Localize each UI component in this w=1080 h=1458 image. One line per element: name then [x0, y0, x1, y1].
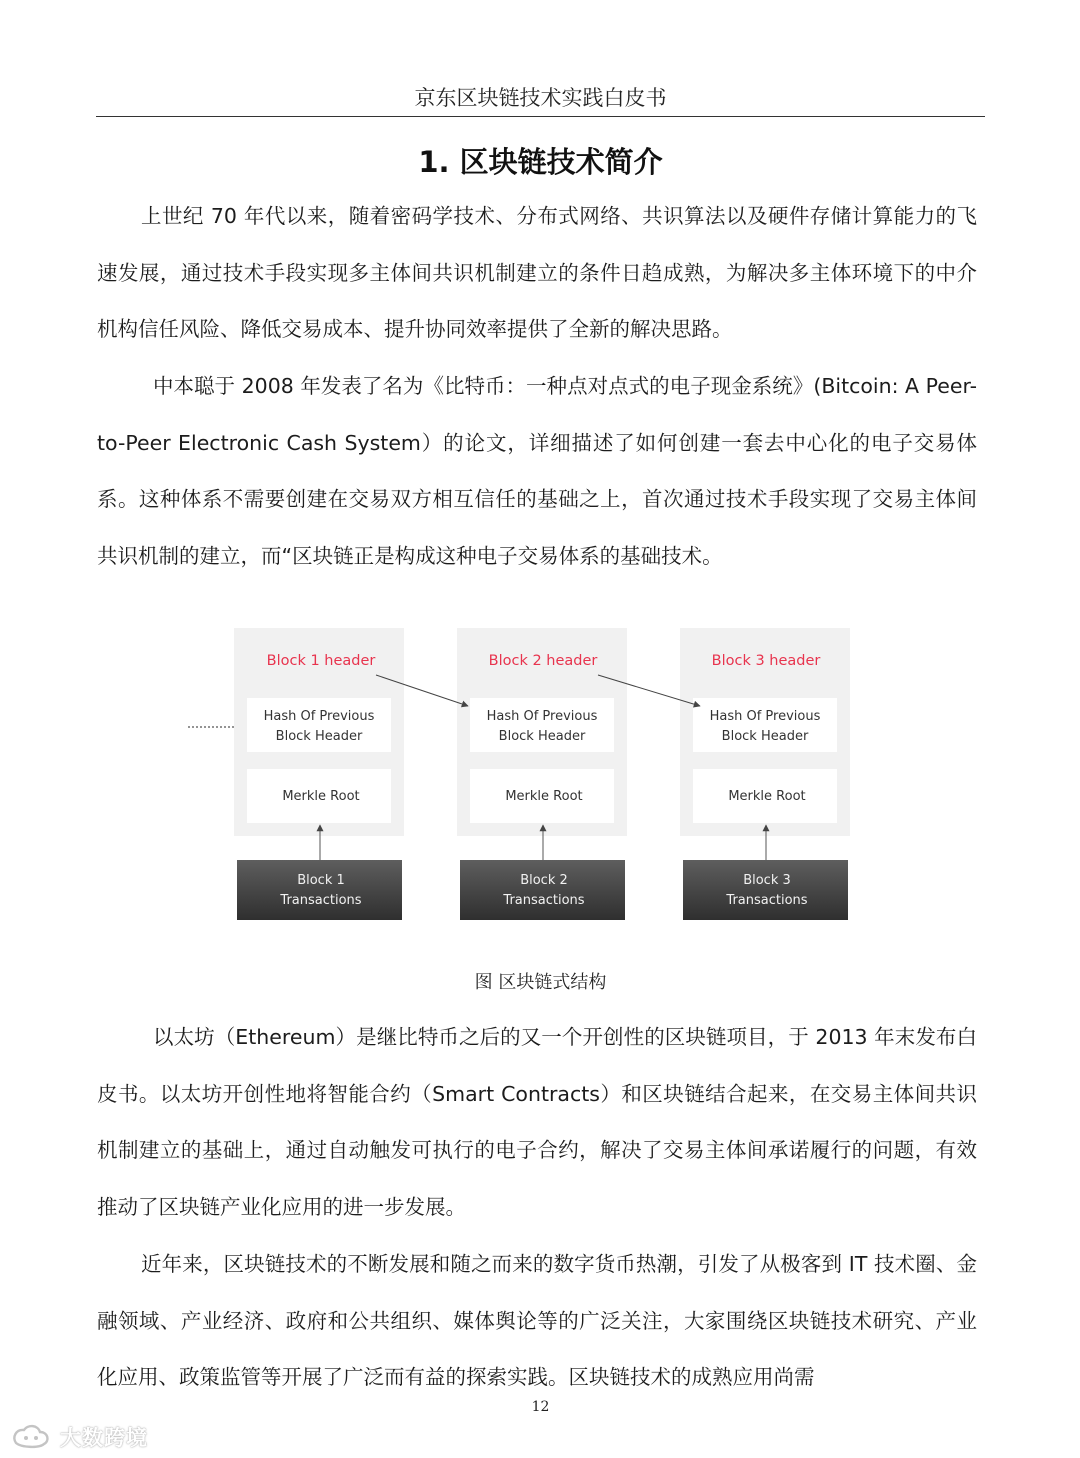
block-1-tx-line-2: Transactions: [280, 893, 362, 908]
page-number: 12: [531, 1399, 550, 1415]
header-divider: [96, 116, 985, 117]
block-3-header-label: Block 3 header: [711, 653, 821, 669]
block-1-hash-line-2: Block Header: [275, 729, 363, 744]
block-2-hash-line-1: Hash Of Previous: [486, 709, 598, 724]
block-3-transactions-box: [683, 860, 848, 920]
block-3-tx-line-2: Transactions: [726, 893, 808, 908]
block-2-tx-line-2: Transactions: [503, 893, 585, 908]
block-1-hash-line-1: Hash Of Previous: [263, 709, 375, 724]
section-title: 1. 区块链技术简介: [418, 145, 663, 179]
block-2-merkle-label: Merkle Root: [505, 789, 583, 804]
block-1-transactions-box: [237, 860, 402, 920]
paragraph-ethereum: 以太坊（Ethereum）是继比特币之后的又一个开创性的区块链项目，于 2013 年末发布白皮书。以太坊开创性地将智能合约（Smart Contracts）和区块链结合起来，在交易主体间共识机制建立的基础上，通过自动触发可执行的电子合约，解决了交易主体间承诺履行的问题，有效推动了区块链产业化应用的进一步发展。: [97, 1025, 977, 1219]
block-3-tx-line-1: Block 3: [743, 873, 791, 888]
block-3-hash-line-1: Hash Of Previous: [709, 709, 821, 724]
block-3-merkle-label: Merkle Root: [728, 789, 806, 804]
watermark-logo-icon: [10, 1423, 52, 1451]
figure-caption: 图 区块链式结构: [474, 972, 607, 993]
block-3: [680, 628, 850, 920]
block-2-hash-line-2: Block Header: [498, 729, 586, 744]
block-2: [457, 628, 627, 920]
running-header: 京东区块链技术实践白皮书: [414, 86, 667, 110]
block-3-hash-line-2: Block Header: [721, 729, 809, 744]
block-2-tx-line-1: Block 2: [520, 873, 568, 888]
block-1-tx-line-1: Block 1: [297, 873, 345, 888]
block-1-merkle-label: Merkle Root: [282, 789, 360, 804]
paragraph-recent-years: 近年来，区块链技术的不断发展和随之而来的数字货币热潮，引发了从极客到 IT 技术圈、金融领域、产业经济、政府和公共组织、媒体舆论等的广泛关注，大家围绕区块链技术研究、产业化应用、政策监管等开展了广泛而有益的探索实践。区块链技术的成熟应用尚需: [97, 1252, 977, 1389]
block-2-transactions-box: [460, 860, 625, 920]
paragraph-bitcoin: 中本聪于 2008 年发表了名为《比特币：一种点对点式的电子现金系统》(Bitcoin: A Peer-to-Peer Electronic Cash System）的论文，详细描述了如何创建一套去中心化的电子交易体系。这种体系不需要创建在交易双方相互信任的基础之上，首次通过技术手段实现了交易主体间共识机制的建立，而“区块链正是构成这种电子交易体系的基础技术。: [97, 374, 977, 568]
block-1-header-label: Block 1 header: [266, 653, 376, 669]
watermark: [10, 1419, 148, 1455]
paragraph-intro: 上世纪 70 年代以来，随着密码学技术、分布式网络、共识算法以及硬件存储计算能力的飞速发展，通过技术手段实现多主体间共识机制建立的条件日趋成熟，为解决多主体环境下的中介机构信任风险、降低交易成本、提升协同效率提供了全新的解决思路。: [97, 204, 977, 341]
watermark-text: 大数跨境: [60, 1426, 148, 1450]
block-1: [234, 628, 404, 920]
block-2-header-label: Block 2 header: [488, 653, 598, 669]
